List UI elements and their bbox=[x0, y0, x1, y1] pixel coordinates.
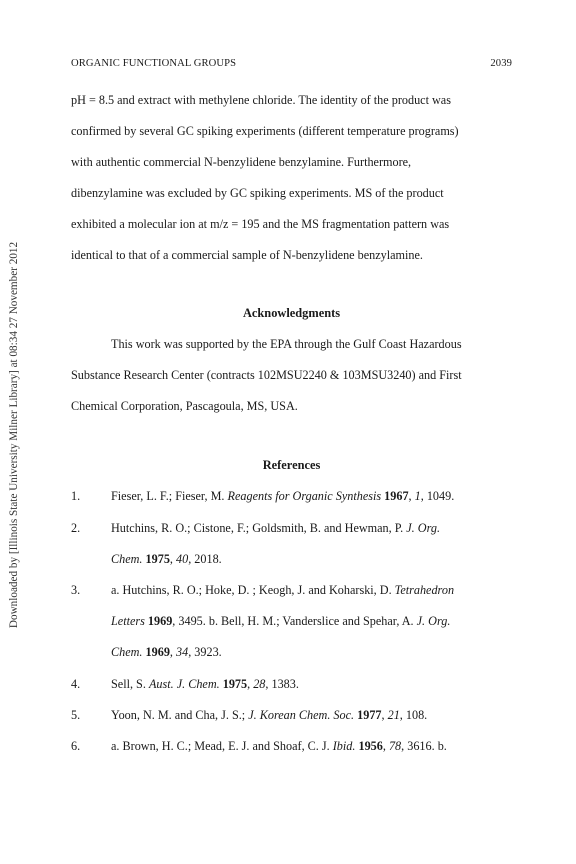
body-line: dibenzylamine was excluded by GC spiking experiments. MS of the product bbox=[71, 186, 444, 200]
reference-number: 4. bbox=[71, 677, 81, 691]
reference-continuation: Letters 1969, 3495. b. Bell, H. M.; Vanderslice and Spehar, A. J. Org. bbox=[111, 614, 451, 628]
page-number: 2039 bbox=[490, 58, 512, 69]
body-line: exhibited a molecular ion at m/z = 195 and the MS fragmentation pattern was bbox=[71, 217, 450, 231]
acknowledgments-line: Chemical Corporation, Pascagoula, MS, USA. bbox=[71, 399, 298, 413]
reference-text: Sell, S. Aust. J. Chem. 1975, 28, 1383. bbox=[111, 677, 299, 691]
reference-text: a. Hutchins, R. O.; Hoke, D. ; Keogh, J. and Koharski, D. Tetrahedron bbox=[111, 583, 455, 597]
body-line: pH = 8.5 and extract with methylene chloride. The identity of the product was bbox=[71, 93, 451, 107]
reference-text: Hutchins, R. O.; Cistone, F.; Goldsmith, B. and Hewman, P. J. Org. bbox=[111, 521, 441, 535]
reference-text: Fieser, L. F.; Fieser, M. Reagents for Organic Synthesis 1967, 1, 1049. bbox=[111, 489, 455, 503]
reference-number: 5. bbox=[71, 708, 81, 722]
body-line: with authentic commercial N-benzylidene benzylamine. Furthermore, bbox=[71, 155, 412, 169]
download-watermark bbox=[4, 200, 24, 670]
acknowledgments-line: Substance Research Center (contracts 102MSU2240 & 103MSU3240) and First bbox=[71, 368, 462, 382]
body-line: identical to that of a commercial sample of N-benzylidene benzylamine. bbox=[71, 248, 423, 262]
download-watermark-text: Downloaded by [Illinois State University Milner Library] at 08:34 27 November 2012 bbox=[8, 241, 20, 629]
reference-text: Yoon, N. M. and Cha, J. S.; J. Korean Chem. Soc. 1977, 21, 108. bbox=[111, 708, 428, 722]
acknowledgments-line: This work was supported by the EPA through the Gulf Coast Hazardous bbox=[111, 337, 462, 351]
body-line: confirmed by several GC spiking experiments (different temperature programs) bbox=[71, 124, 459, 138]
reference-number: 3. bbox=[71, 583, 81, 597]
reference-continuation: Chem. 1969, 34, 3923. bbox=[111, 645, 222, 659]
reference-number: 1. bbox=[71, 489, 81, 503]
reference-number: 6. bbox=[71, 739, 81, 753]
running-head bbox=[71, 58, 512, 74]
reference-text: a. Brown, H. C.; Mead, E. J. and Shoaf, C. J. Ibid. 1956, 78, 3616. b. bbox=[111, 739, 447, 753]
references-heading: References bbox=[262, 458, 321, 472]
reference-number: 2. bbox=[71, 521, 81, 535]
running-head-title: ORGANIC FUNCTIONAL GROUPS bbox=[71, 58, 237, 69]
acknowledgments-heading: Acknowledgments bbox=[242, 306, 341, 320]
reference-continuation: Chem. 1975, 40, 2018. bbox=[111, 552, 222, 566]
